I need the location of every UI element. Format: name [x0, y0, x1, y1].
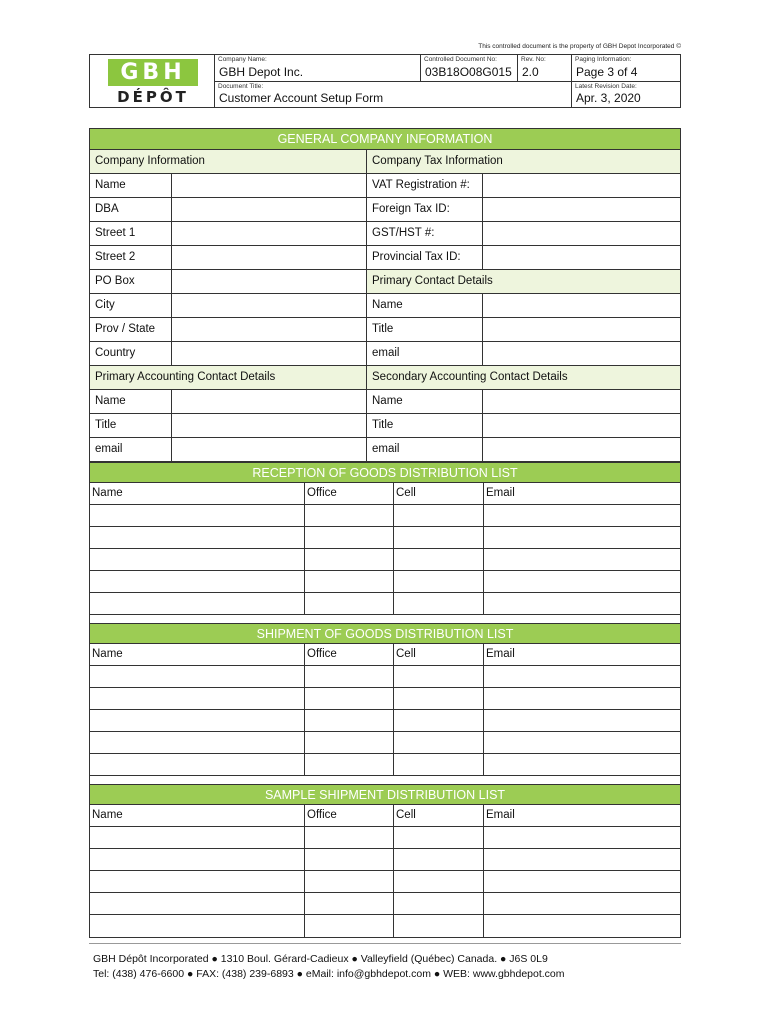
cell-input[interactable]: [394, 710, 484, 731]
cell-input[interactable]: [394, 688, 484, 709]
doc-no-cell: [421, 55, 518, 82]
company-name-input[interactable]: [172, 174, 367, 197]
vat-input[interactable]: [483, 174, 680, 197]
logo-depot-text: DÉPÔT: [117, 88, 189, 106]
company-name-value: GBH Depot Inc.: [219, 65, 304, 79]
list-header-row: [90, 805, 680, 827]
doc-title-value: Customer Account Setup Form: [219, 91, 384, 105]
footer-contact: Tel: (438) 476-6600 ● FAX: (438) 239-6893 ● eMail: info@gbhdepot.com ● WEB: www.gbhdepot.com: [93, 968, 565, 980]
field-label: email: [90, 438, 172, 461]
document-header: [89, 54, 681, 108]
field-label: Title: [367, 318, 483, 341]
general-section-heading: GENERAL COMPANY INFORMATION: [90, 129, 680, 150]
doc-title-label: Document Title:: [218, 83, 264, 90]
column-header: Cell: [394, 644, 484, 665]
secondary-accounting-email-input[interactable]: [483, 438, 680, 461]
field-label: Country: [90, 342, 172, 365]
list-entry-row: [90, 549, 680, 571]
column-header: Email: [486, 487, 515, 499]
email-input[interactable]: [484, 710, 680, 731]
name-input[interactable]: [90, 666, 305, 687]
column-header: Cell: [394, 805, 484, 826]
cell-input[interactable]: [394, 593, 484, 614]
name-input[interactable]: [90, 893, 305, 914]
email-input[interactable]: [484, 593, 680, 614]
reception-list-heading: RECEPTION OF GOODS DISTRIBUTION LIST: [90, 462, 680, 483]
column-header: Email: [486, 809, 515, 821]
cell-input[interactable]: [394, 549, 484, 570]
revision-date-label: Latest Revision Date:: [575, 83, 637, 90]
primary-contact-name-input[interactable]: [483, 294, 680, 317]
rev-cell: [518, 55, 572, 82]
form-row: [90, 294, 680, 318]
column-header: Email: [486, 648, 515, 660]
field-label: GST/HST #:: [367, 222, 483, 245]
list-entry-row: [90, 893, 680, 915]
secondary-accounting-heading: Secondary Accounting Contact Details: [367, 366, 680, 389]
company-name-label: Company Name:: [218, 56, 267, 63]
email-input[interactable]: [484, 688, 680, 709]
office-input[interactable]: [305, 593, 394, 614]
gbh-depot-logo: [108, 59, 198, 106]
field-label: Name: [90, 390, 172, 413]
office-input[interactable]: [305, 732, 394, 753]
paging-label: Paging Information:: [575, 56, 632, 63]
revision-date-value: Apr. 3, 2020: [576, 91, 641, 105]
name-input[interactable]: [90, 505, 305, 526]
email-input[interactable]: [484, 871, 680, 892]
field-label: Provincial Tax ID:: [367, 246, 483, 269]
primary-accounting-email-input[interactable]: [172, 438, 367, 461]
cell-input[interactable]: [394, 732, 484, 753]
office-input[interactable]: [305, 915, 394, 937]
list-entry-row: [90, 915, 680, 937]
foreign-tax-input[interactable]: [483, 198, 680, 221]
cell-input[interactable]: [394, 505, 484, 526]
field-label: Name: [367, 294, 483, 317]
field-label: Foreign Tax ID:: [367, 198, 483, 221]
name-input[interactable]: [90, 571, 305, 592]
rev-value: 2.0: [522, 65, 539, 79]
accounting-subheading-row: [90, 366, 680, 390]
email-input[interactable]: [484, 571, 680, 592]
list-entry-row: [90, 666, 680, 688]
email-input[interactable]: [484, 666, 680, 687]
name-input[interactable]: [90, 871, 305, 892]
list-header-row: [90, 483, 680, 505]
general-subheading-row: [90, 150, 680, 174]
cell-input[interactable]: [394, 915, 484, 937]
name-input[interactable]: [90, 827, 305, 848]
list-entry-row: [90, 571, 680, 593]
office-input[interactable]: [305, 871, 394, 892]
list-entry-row: [90, 688, 680, 710]
office-input[interactable]: [305, 505, 394, 526]
list-entry-row: [90, 527, 680, 549]
primary-contact-heading: Primary Contact Details: [367, 270, 680, 293]
list-entry-row: [90, 754, 680, 776]
company-tax-heading: Company Tax Information: [367, 150, 680, 173]
street2-input[interactable]: [172, 246, 367, 269]
field-label: Title: [90, 414, 172, 437]
primary-accounting-name-input[interactable]: [172, 390, 367, 413]
name-input[interactable]: [90, 915, 305, 937]
column-header: Name: [90, 644, 305, 665]
list-header-row: [90, 644, 680, 666]
email-input[interactable]: [484, 527, 680, 548]
city-input[interactable]: [172, 294, 367, 317]
secondary-accounting-name-input[interactable]: [483, 390, 680, 413]
sample-list-heading: SAMPLE SHIPMENT DISTRIBUTION LIST: [90, 784, 680, 805]
office-input[interactable]: [305, 549, 394, 570]
name-input[interactable]: [90, 549, 305, 570]
secondary-accounting-title-input[interactable]: [483, 414, 680, 437]
logo-gbh-text: GBH: [108, 59, 198, 86]
list-entry-row: [90, 593, 680, 615]
email-input[interactable]: [484, 505, 680, 526]
column-header: Cell: [394, 483, 484, 504]
doc-no-label: Controlled Document No:: [424, 56, 497, 63]
form-row: [90, 438, 680, 462]
column-header: Office: [305, 805, 394, 826]
email-input[interactable]: [484, 549, 680, 570]
name-input[interactable]: [90, 754, 305, 775]
form-row: [90, 174, 680, 198]
field-label: VAT Registration #:: [367, 174, 483, 197]
office-input[interactable]: [305, 893, 394, 914]
list-entry-row: [90, 827, 680, 849]
primary-accounting-title-input[interactable]: [172, 414, 367, 437]
po-box-input[interactable]: [172, 270, 367, 293]
paging-value: Page 3 of 4: [576, 65, 638, 79]
column-header: Name: [90, 805, 305, 826]
column-header: Office: [305, 644, 394, 665]
gst-hst-input[interactable]: [483, 222, 680, 245]
form-row: [90, 222, 680, 246]
prov-state-input[interactable]: [172, 318, 367, 341]
provincial-tax-input[interactable]: [483, 246, 680, 269]
form-row: [90, 342, 680, 366]
office-input[interactable]: [305, 754, 394, 775]
email-input[interactable]: [484, 849, 680, 870]
cell-input[interactable]: [394, 871, 484, 892]
form-row: [90, 198, 680, 222]
rev-label: Rev. No:: [521, 56, 546, 63]
office-input[interactable]: [305, 710, 394, 731]
cell-input[interactable]: [394, 666, 484, 687]
form-row: [90, 318, 680, 342]
list-entry-row: [90, 849, 680, 871]
cell-input[interactable]: [394, 571, 484, 592]
company-name-cell: [215, 55, 421, 82]
office-input[interactable]: [305, 571, 394, 592]
name-input[interactable]: [90, 688, 305, 709]
primary-contact-title-input[interactable]: [483, 318, 680, 341]
company-info-heading: Company Information: [90, 150, 367, 173]
field-label: Title: [367, 414, 483, 437]
form-row: [90, 270, 680, 294]
name-input[interactable]: [90, 849, 305, 870]
column-header: Office: [305, 483, 394, 504]
form-row: [90, 414, 680, 438]
cell-input[interactable]: [394, 849, 484, 870]
field-label: Name: [90, 174, 172, 197]
office-input[interactable]: [305, 666, 394, 687]
office-input[interactable]: [305, 688, 394, 709]
shipment-list-heading: SHIPMENT OF GOODS DISTRIBUTION LIST: [90, 623, 680, 644]
logo-cell: [90, 55, 215, 107]
form-row: [90, 390, 680, 414]
office-input[interactable]: [305, 527, 394, 548]
cell-input[interactable]: [394, 827, 484, 848]
list-entry-row: [90, 710, 680, 732]
field-label: Street 2: [90, 246, 172, 269]
paging-cell: [572, 55, 680, 82]
field-label: Prov / State: [90, 318, 172, 341]
column-header: Name: [90, 483, 305, 504]
ownership-notice: This controlled document is the property of GBH Depot Incorporated ©: [478, 43, 681, 50]
doc-no-value: 03B18O08G015: [425, 65, 512, 79]
footer-address: GBH Dépôt Incorporated ● 1310 Boul. Gérard-Cadieux ● Valleyfield (Québec) Canada. ● J6S 0L9: [93, 953, 548, 965]
email-input[interactable]: [484, 893, 680, 914]
office-input[interactable]: [305, 827, 394, 848]
footer-divider: [89, 943, 681, 944]
cell-input[interactable]: [394, 754, 484, 775]
revision-date-cell: [572, 82, 680, 107]
email-input[interactable]: [484, 754, 680, 775]
list-entry-row: [90, 505, 680, 527]
email-input[interactable]: [484, 827, 680, 848]
customer-account-form: [89, 128, 681, 938]
field-label: PO Box: [90, 270, 172, 293]
email-input[interactable]: [484, 915, 680, 937]
office-input[interactable]: [305, 849, 394, 870]
dba-input[interactable]: [172, 198, 367, 221]
field-label: DBA: [90, 198, 172, 221]
form-row: [90, 246, 680, 270]
cell-input[interactable]: [394, 527, 484, 548]
primary-accounting-heading: Primary Accounting Contact Details: [90, 366, 367, 389]
list-entry-row: [90, 871, 680, 893]
name-input[interactable]: [90, 527, 305, 548]
doc-title-cell: [215, 82, 572, 107]
field-label: City: [90, 294, 172, 317]
field-label: email: [367, 438, 483, 461]
name-input[interactable]: [90, 593, 305, 614]
list-entry-row: [90, 732, 680, 754]
email-input[interactable]: [484, 732, 680, 753]
street1-input[interactable]: [172, 222, 367, 245]
field-label: Street 1: [90, 222, 172, 245]
country-input[interactable]: [172, 342, 367, 365]
cell-input[interactable]: [394, 893, 484, 914]
field-label: Name: [367, 390, 483, 413]
name-input[interactable]: [90, 710, 305, 731]
name-input[interactable]: [90, 732, 305, 753]
field-label: email: [367, 342, 483, 365]
primary-contact-email-input[interactable]: [483, 342, 680, 365]
